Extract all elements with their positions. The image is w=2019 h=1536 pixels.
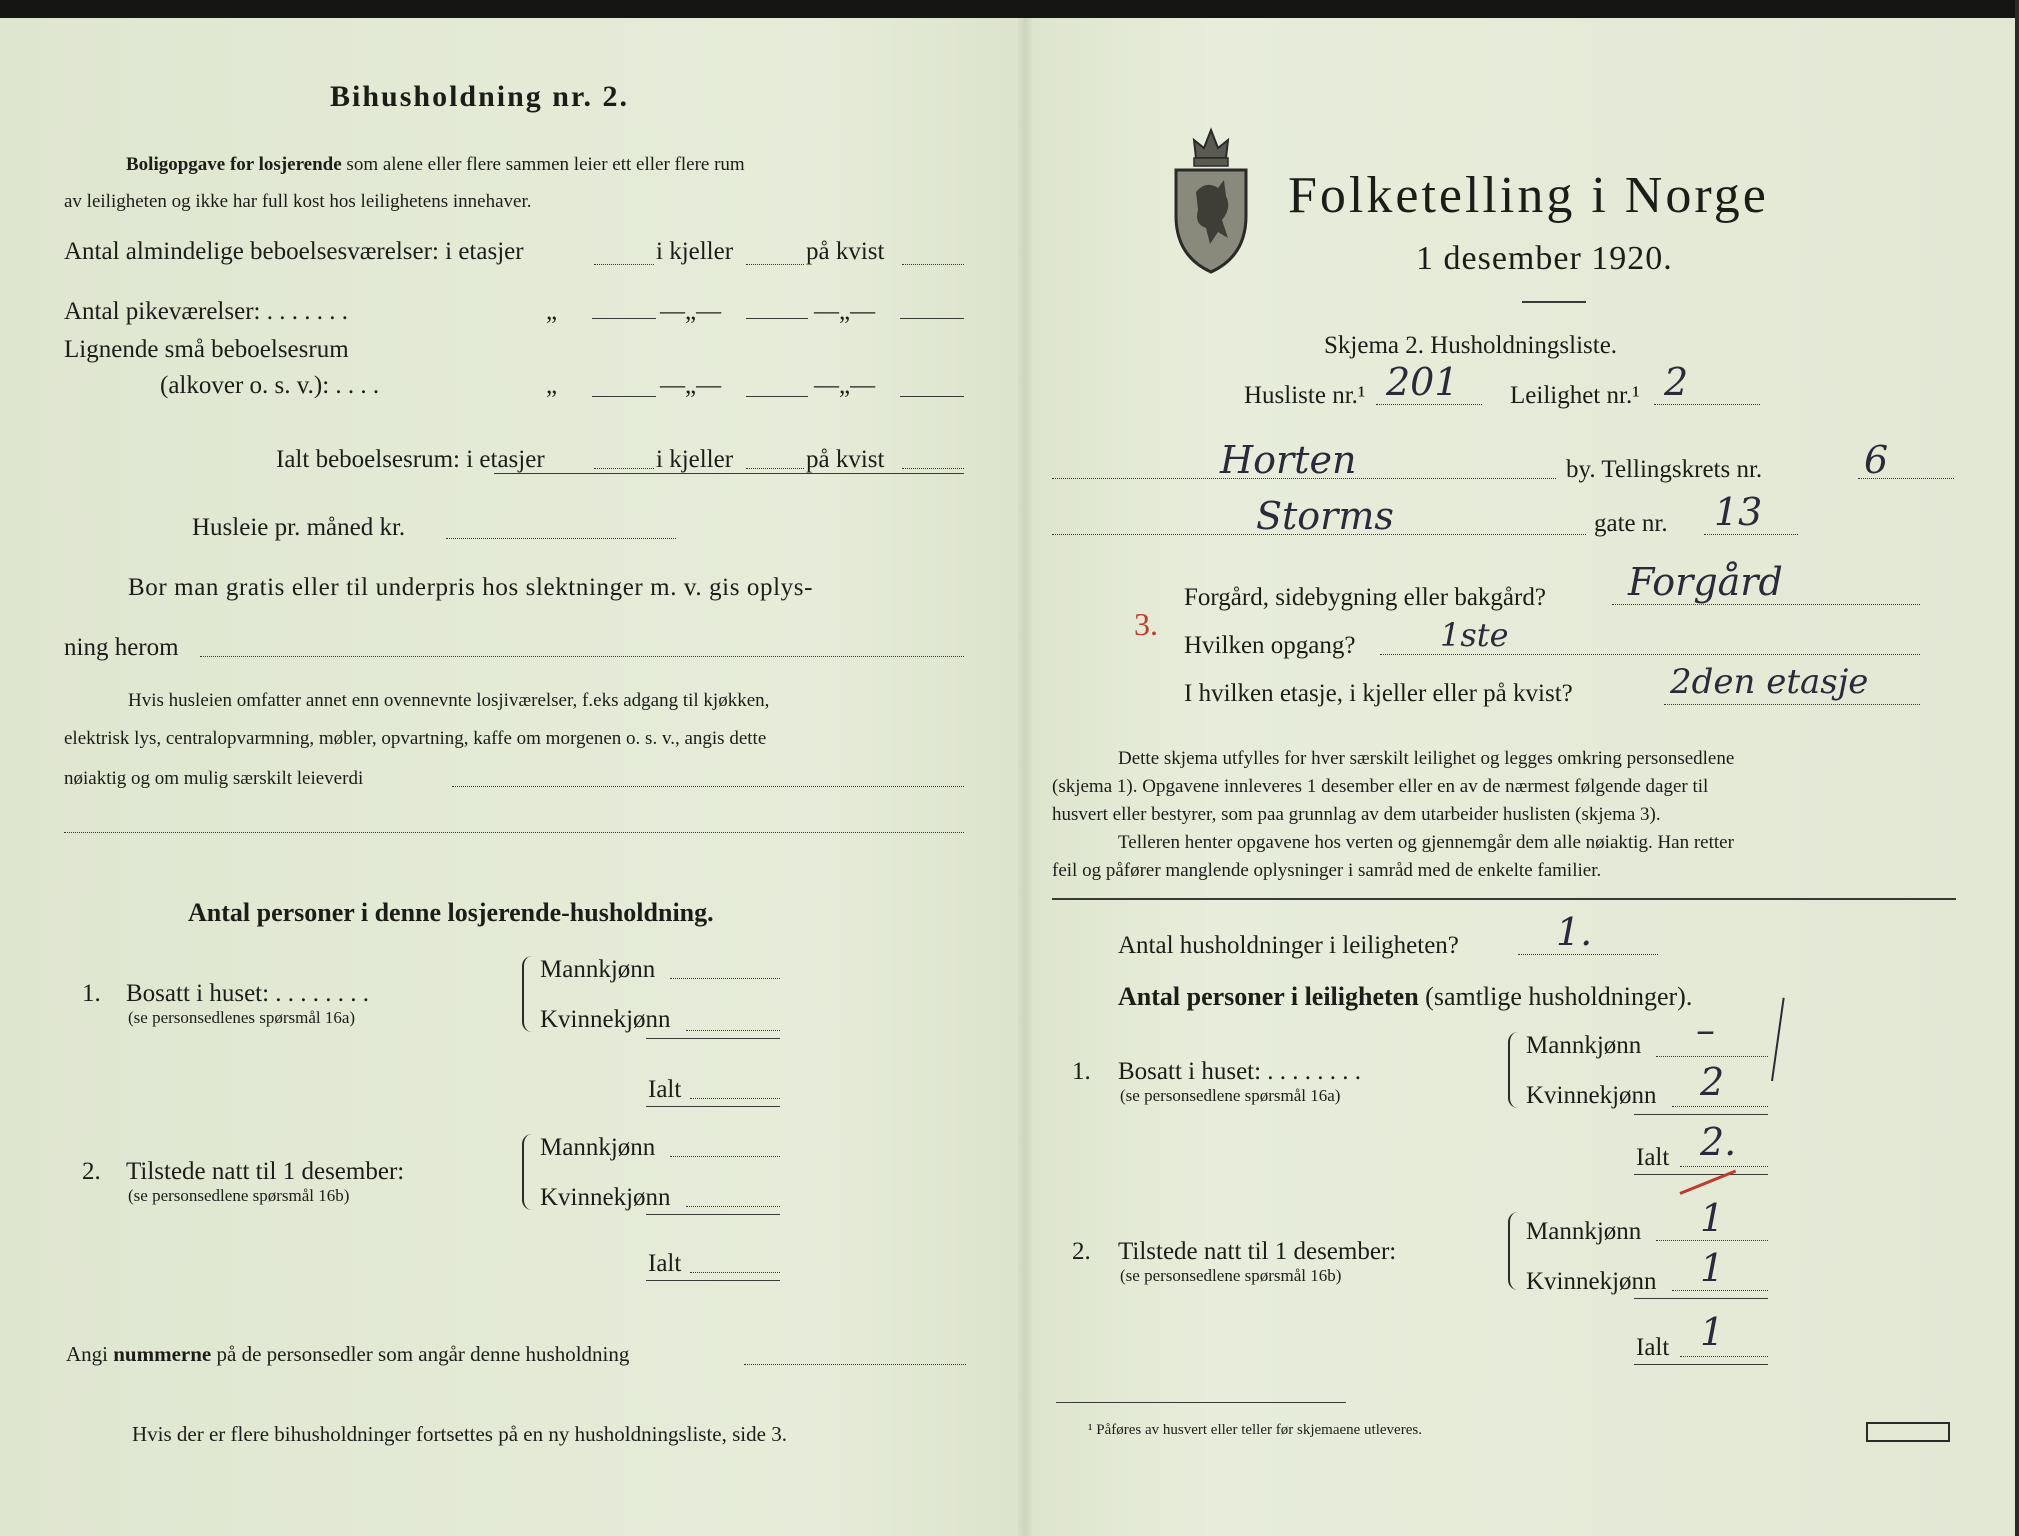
right-q2-mann-line (1656, 1240, 1768, 1241)
right-q2-number: 2. (1072, 1238, 1091, 1265)
left-q1-kvinne-label: Kvinnekjønn (540, 1006, 671, 1033)
left-title: Bihusholdning nr. 2. (330, 80, 630, 113)
forgaard-label: Forgård, sidebygning eller bakgård? (1184, 584, 1546, 611)
left-q2-mann-label: Mannkjønn (540, 1134, 656, 1161)
right-q2-sum-rule (1634, 1298, 1768, 1299)
husleie-line[interactable] (446, 538, 676, 539)
margin-mark: 3. (1134, 606, 1158, 642)
right-q2-kvinne-value[interactable]: 1 (1700, 1246, 1725, 1290)
ialt-rum-kvist-label: på kvist (806, 446, 885, 473)
info-line-5: feil og påfører manglende oplysninger i samråd med de enkelte familier. (1052, 860, 1602, 881)
info-line-4: Telleren henter opgavene hos verten og gjennemgår dem alle nøiaktig. Han retter (1118, 832, 1734, 853)
hvis-line-2: elektrisk lys, centralopvarmning, møbler, opvartning, kaffe om morgenen o. s. v., angis dette (64, 728, 767, 749)
leieverdi-line[interactable] (452, 786, 964, 787)
gratis-line-1: Bor man gratis eller til underpris hos slektninger m. v. gis oplys- (128, 574, 814, 601)
left-q2-ialt-rule (646, 1280, 780, 1281)
rooms-kvist-label: på kvist (806, 238, 885, 265)
antal-hush-label: Antal husholdninger i leiligheten? (1118, 932, 1459, 959)
lignende-dash-2: —„— (814, 372, 876, 399)
ialt-rum-etasjer-line[interactable] (594, 468, 654, 469)
right-q2-sub: (se personsedlene spørsmål 16b) (1120, 1266, 1342, 1285)
left-q1-kvinne-line[interactable] (686, 1030, 780, 1031)
etasje-line (1664, 704, 1920, 705)
hvis-line-3: nøiaktig og om mulig særskilt leieverdi (64, 768, 364, 789)
printer-stamp (1866, 1422, 1950, 1442)
forgaard-line (1612, 604, 1920, 605)
right-q1-kvinne-line (1672, 1106, 1768, 1107)
ialt-rum-kjeller-line[interactable] (746, 468, 804, 469)
right-q2-mann-value[interactable]: 1 (1700, 1196, 1725, 1240)
antal-hush-line (1518, 954, 1658, 955)
husliste-line (1376, 404, 1482, 405)
tally-stroke-1 (1771, 998, 1785, 1081)
left-q2-ialt-line[interactable] (690, 1272, 780, 1273)
lignende-label-2: (alkover o. s. v.): . . . . (160, 372, 380, 399)
right-q2-mann-label: Mannkjønn (1526, 1218, 1642, 1245)
husliste-label: Husliste nr.¹ (1244, 382, 1366, 409)
right-q1-mann-line (1656, 1056, 1768, 1057)
lignende-dash-1: —„— (660, 372, 722, 399)
pike-dash-1: —„— (660, 298, 722, 325)
right-q1-brace (1508, 1032, 1520, 1108)
angi-pre: Angi (66, 1342, 108, 1366)
street-line (1052, 534, 1586, 535)
opgang-label: Hvilken opgang? (1184, 632, 1356, 659)
info-line-1: Dette skjema utfylles for hver særskilt leilighet og legges omkring personsedlene (1118, 748, 1735, 769)
right-q1-mann-value[interactable]: – (1696, 1008, 1715, 1052)
left-q2-sum-rule (646, 1214, 780, 1215)
ialt-rum-kvist-line[interactable] (902, 468, 964, 469)
left-q2-mann-line[interactable] (670, 1156, 780, 1157)
ialt-rum-underline (494, 473, 964, 474)
left-q1-ialt-rule (646, 1106, 780, 1107)
left-q1-mann-line[interactable] (670, 978, 780, 979)
right-q1-sub: (se personsedlene spørsmål 16a) (1120, 1086, 1341, 1105)
right-q1-ialt-rule (1634, 1174, 1768, 1175)
right-q1-ialt-line (1680, 1166, 1768, 1167)
hvis-line-1: Hvis husleien omfatter annet enn ovennevnte losjiværelser, f.eks adgang til kjøkken, (128, 690, 770, 711)
gratis-line[interactable] (200, 656, 964, 657)
city-line (1052, 478, 1556, 479)
rooms-kjeller-line[interactable] (746, 264, 804, 265)
lignende-etasjer-line[interactable] (592, 396, 656, 397)
info-rule (1052, 898, 1956, 900)
info-line-2: (skjema 1). Opgavene innleveres 1 desember eller en av de nærmest følgende dager til (1052, 776, 1709, 797)
leieverdi-line-2[interactable] (64, 832, 964, 833)
intro-line-1 (126, 154, 745, 176)
leilighet-line (1654, 404, 1760, 405)
left-q2-label: Tilstede natt til 1 desember: (126, 1158, 405, 1185)
pike-etasjer-line[interactable] (592, 318, 656, 319)
pike-kvist-line[interactable] (900, 318, 964, 319)
left-q2-number: 2. (82, 1158, 101, 1185)
right-persons-title-bold: Antal personer i leiligheten (1118, 982, 1419, 1011)
right-q2-ialt-rule (1634, 1364, 1768, 1365)
krets-line (1858, 478, 1954, 479)
left-q2-kvinne-line[interactable] (686, 1206, 780, 1207)
pike-label: Antal pikeværelser: . . . . . . . (64, 298, 348, 325)
right-q2-kvinne-label: Kvinnekjønn (1526, 1268, 1657, 1295)
left-q2-brace (522, 1134, 534, 1210)
angi-line-field[interactable] (744, 1364, 966, 1365)
leilighet-value[interactable]: 2 (1664, 360, 1689, 404)
right-persons-title-rest: (samtlige husholdninger). (1425, 982, 1693, 1011)
opgang-value[interactable]: 1ste (1440, 616, 1509, 654)
gratis-line-2: ning herom (64, 634, 179, 661)
scan-top-border (0, 0, 2019, 18)
intro-line-2: av leiligheten og ikke har full kost hos leilighetens innehaver. (64, 191, 532, 212)
left-q1-mann-label: Mannkjønn (540, 956, 656, 983)
husleie-label: Husleie pr. måned kr. (192, 514, 406, 541)
by-label: by. Tellingskrets nr. (1566, 456, 1763, 483)
left-q1-sub: (se personsedlenes spørsmål 16a) (128, 1008, 356, 1027)
lignende-kjeller-line[interactable] (746, 396, 808, 397)
etasje-value[interactable]: 2den etasje (1670, 662, 1869, 702)
intro-rest: som alene eller flere sammen leier ett eller flere rum (346, 154, 745, 175)
antal-hush-value[interactable]: 1. (1556, 910, 1593, 954)
lignende-kvist-line[interactable] (900, 396, 964, 397)
form-date: 1 desember 1920. (1416, 240, 1673, 277)
street-value[interactable]: Storms (1256, 494, 1394, 538)
footnote: ¹ Påføres av husvert eller teller før skjemaene utleveres. (1088, 1422, 1422, 1438)
right-q2-ialt-line (1680, 1356, 1768, 1357)
forgaard-value[interactable]: Forgård (1628, 560, 1783, 604)
angi-rest: på de personsedler som angår denne husholdning (216, 1342, 630, 1366)
etasje-label: I hvilken etasje, i kjeller eller på kvist? (1184, 680, 1573, 707)
title-rule (1522, 301, 1586, 303)
left-q1-sum-rule (646, 1038, 780, 1039)
left-q1-label: Bosatt i huset: . . . . . . . . (126, 980, 370, 1007)
left-q2-kvinne-label: Kvinnekjønn (540, 1184, 671, 1211)
ialt-rum-kjeller-label: i kjeller (656, 446, 734, 473)
right-q1-mann-label: Mannkjønn (1526, 1032, 1642, 1059)
right-q1-number: 1. (1072, 1058, 1091, 1085)
rooms-kjeller-label: i kjeller (656, 238, 734, 265)
left-q2-ialt-label: Ialt (648, 1250, 682, 1277)
left-q2-sub: (se personsedlene spørsmål 16b) (128, 1186, 350, 1205)
intro-bold: Boligopgave for losjerende (126, 154, 342, 175)
right-q1-ialt-value[interactable]: 2. (1700, 1120, 1737, 1164)
info-line-3: husvert eller bestyrer, som paa grunnlag av dem utarbeider huslisten (skjema 3). (1052, 804, 1661, 825)
angi-bold: nummerne (113, 1342, 212, 1366)
gate-line (1704, 534, 1798, 535)
krets-value[interactable]: 6 (1864, 438, 1889, 482)
right-q2-label: Tilstede natt til 1 desember: (1118, 1238, 1397, 1265)
norway-coat-of-arms-icon (1166, 120, 1256, 276)
left-q1-number: 1. (82, 980, 101, 1007)
right-persons-title (1118, 982, 1692, 1012)
pike-dash-2: —„— (814, 298, 876, 325)
left-footer: Hvis der er flere bihusholdninger fortsettes på en ny husholdningsliste, side 3. (132, 1422, 787, 1446)
pike-kjeller-line[interactable] (746, 318, 808, 319)
form-title: Folketelling i Norge (1288, 167, 1769, 224)
angi-line (66, 1342, 629, 1367)
scan-right-border (2015, 0, 2019, 1536)
gate-label: gate nr. (1594, 510, 1668, 537)
footnote-rule (1056, 1402, 1346, 1403)
ialt-rum-label: Ialt beboelsesrum: i etasjer (276, 446, 545, 473)
opgang-line (1380, 654, 1920, 655)
lignende-ditto: „ (546, 372, 558, 399)
right-q2-kvinne-line (1672, 1290, 1768, 1291)
right-q1-label: Bosatt i huset: . . . . . . . . (1118, 1058, 1362, 1085)
left-persons-title: Antal personer i denne losjerende-husholdning. (188, 898, 714, 927)
right-q2-brace (1508, 1212, 1520, 1290)
right-q2-ialt-label: Ialt (1636, 1334, 1670, 1361)
pike-ditto: „ (546, 298, 558, 325)
right-q1-sum-rule (1634, 1114, 1768, 1115)
rooms-kvist-line[interactable] (902, 264, 964, 265)
page-fold (1018, 18, 1032, 1536)
right-q1-kvinne-label: Kvinnekjønn (1526, 1082, 1657, 1109)
left-q1-ialt-line[interactable] (690, 1098, 780, 1099)
right-q1-ialt-label: Ialt (1636, 1144, 1670, 1171)
rooms-etasjer-line[interactable] (594, 264, 654, 265)
skjema-label: Skjema 2. Husholdningsliste. (1324, 332, 1618, 359)
lignende-label-1: Lignende små beboelsesrum (64, 336, 349, 363)
right-q1-kvinne-value[interactable]: 2 (1700, 1060, 1725, 1104)
rooms-label: Antal almindelige beboelsesværelser: i etasjer (64, 238, 524, 265)
right-q2-ialt-value[interactable]: 1 (1700, 1310, 1725, 1354)
left-q1-brace (522, 956, 534, 1032)
leilighet-label: Leilighet nr.¹ (1510, 382, 1640, 409)
left-q1-ialt-label: Ialt (648, 1076, 682, 1103)
husliste-value[interactable]: 201 (1386, 360, 1459, 404)
city-value[interactable]: Horten (1220, 438, 1357, 482)
gate-value[interactable]: 13 (1714, 490, 1763, 534)
